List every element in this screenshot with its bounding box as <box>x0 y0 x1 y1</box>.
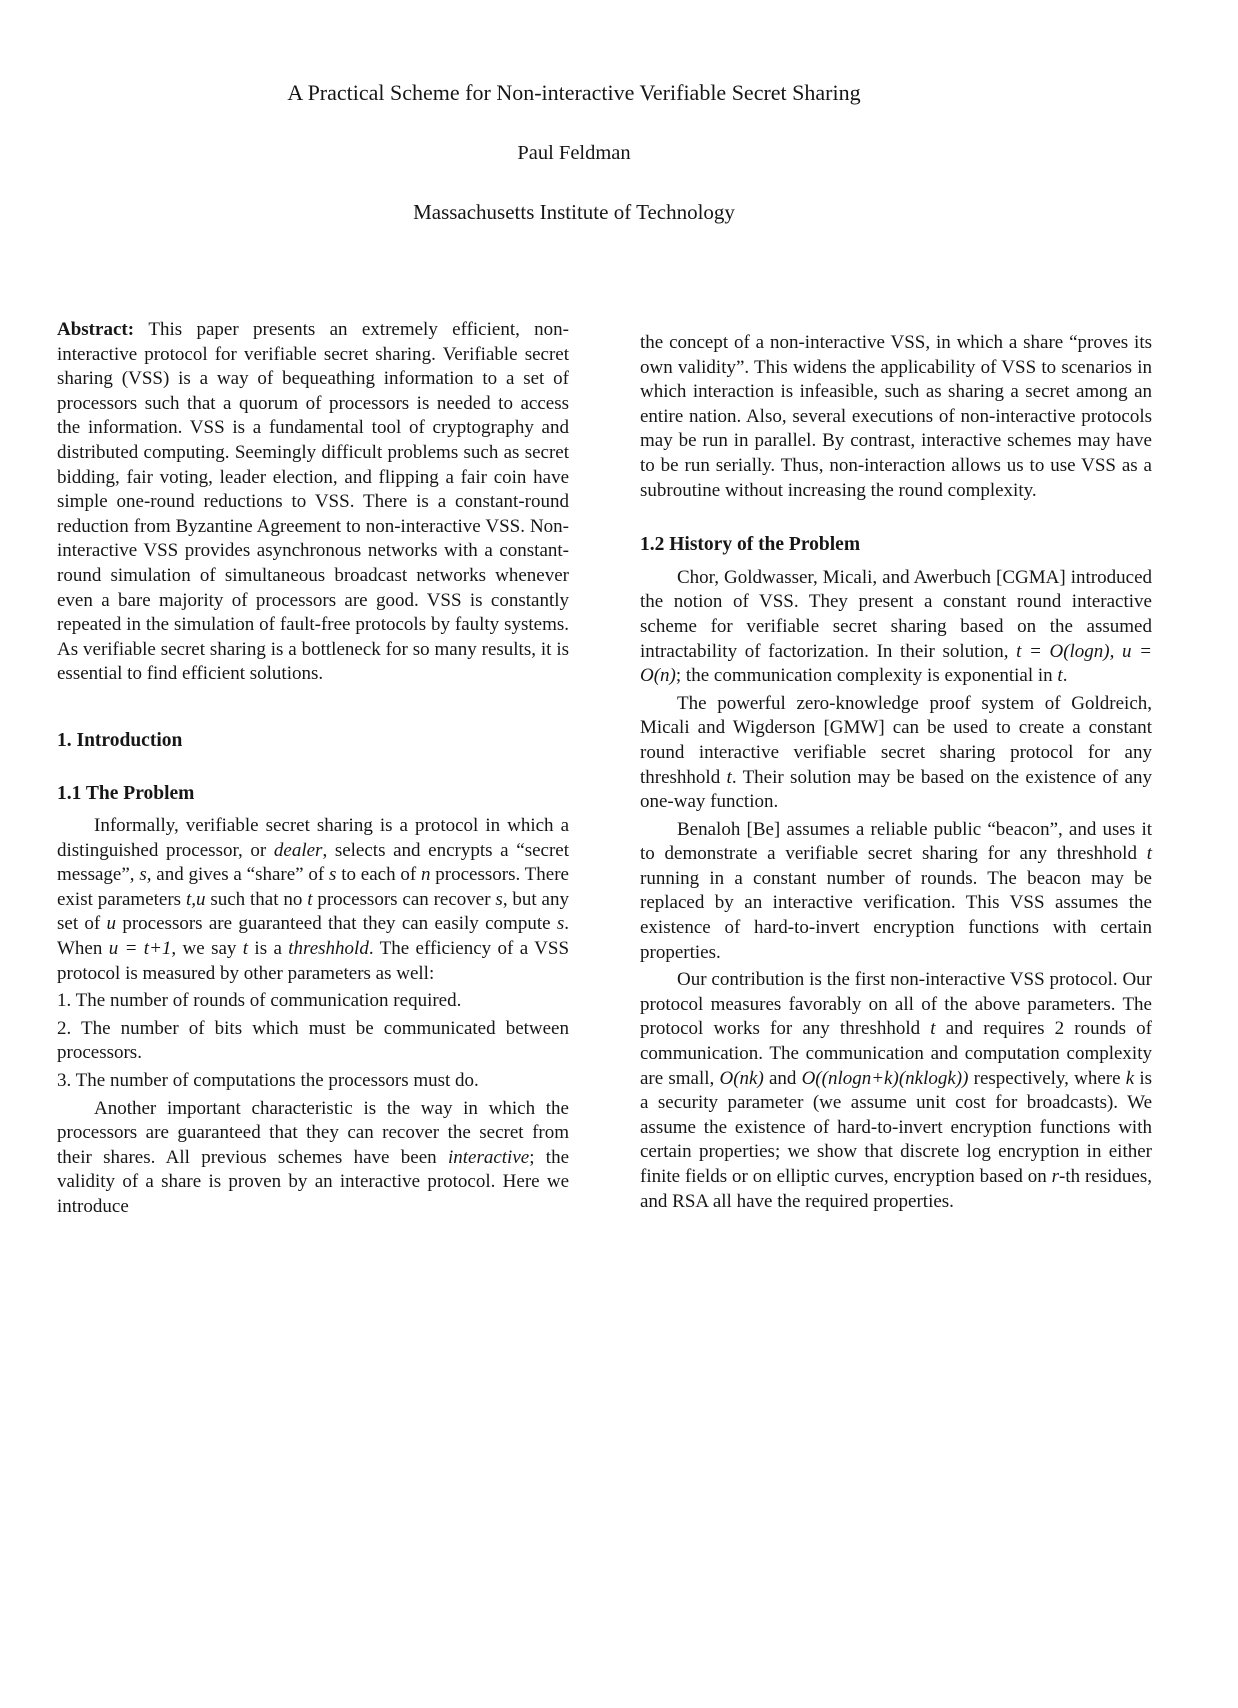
paper-author: Paul Feldman <box>517 142 631 164</box>
history-paragraph-1: Chor, Goldwasser, Micali, and Awerbuch [CGMA] introduced the notion of VSS. They present a constant round interactive scheme for verifiable secret sharing based on the assumed intractability of factorization. In their solution, t = O(logn), u = O(n); the communication complexity is exponential in t. <box>640 566 1152 687</box>
left-column <box>57 318 569 1220</box>
section-1-2-heading: 1.2 History of the Problem <box>640 534 861 556</box>
problem-paragraph-2: Another important characteristic is the way in which the processors are guaranteed that they can recover the secret from their shares. All previous schemes have been interactive; the validity of a share is proven by an interactive protocol. Here we introduce <box>57 1097 569 1217</box>
history-paragraph-2: The powerful zero-knowledge proof system of Goldreich, Micali and Wigderson [GMW] can be used to create a constant round interactive verifiable secret sharing protocol for any threshhold t. Their solution may be based on the existence of any one-way function. <box>640 692 1152 813</box>
problem-paragraph-1: Informally, verifiable secret sharing is a protocol in which a distinguished processor, or dealer, selects and encrypts a “secret message”, s, and gives a “share” of s to each of n processors. There exist parameters t,u such that no t processors can recover s, but any set of u processors are guaranteed that they can easily compute s. When u = t+1, we say t is a threshhold. The efficiency of a VSS protocol is measured by other parameters as well: <box>57 815 570 984</box>
history-paragraph-3: Benaloh [Be] assumes a reliable public “beacon”, and uses it to demonstrate a verifiable secret sharing for any threshhold t running in a constant number of rounds. The beacon may be replaced by an interactive verification. This VSS assumes the existence of hard-to-invert encryption functions with certain properties. <box>640 818 1152 963</box>
continuation-paragraph: the concept of a non-interactive VSS, in which a share “proves its own validity”. This widens the applicability of VSS to scenarios in which interaction is infeasible, such as sharing a secret among an entire nation. Also, several executions of non-interactive protocols may be run in parallel. By contrast, interactive schemes may have to be run serially. Thus, non-interaction allows us to use VSS as a subroutine without increasing the round complexity. <box>640 332 1152 501</box>
right-column <box>640 331 1152 1214</box>
criteria-item-3: 3. The number of computations the processors must do. <box>57 1070 479 1092</box>
history-paragraph-4: Our contribution is the first non-interactive VSS protocol. Our protocol measures favorably on all of the above parameters. The protocol works for any threshhold t and requires 2 rounds of communication. The communication and computation complexity are small, O(nk) and O((nlogn+k)(nklogk)) respectively, where k is a security parameter (we assume unit cost for broadcasts). We assume the existence of hard-to-invert encryption functions with certain properties; we show that discrete log encryption in either finite fields or on elliptic curves, encryption based on r-th residues, and RSA all have the required properties. <box>640 969 1152 1212</box>
abstract-paragraph: Abstract: This paper presents an extremely efficient, non-interactive protocol for verifiable secret sharing. Verifiable secret sharing (VSS) is a way of bequeathing information to a set of processors such that a quorum of processors is needed to access the information. VSS is a fundamental tool of cryptography and distributed computing. Seemingly difficult problems such as secret bidding, fair voting, leader election, and flipping a fair coin have simple one-round reductions to VSS. There is a constant-round reduction from Byzantine Agreement to non-interactive VSS. Non-interactive VSS provides asynchronous networks with a constant-round simulation of simultaneous broadcast networks whenever even a bare majority of processors are good. VSS is constantly repeated in the simulation of fault-free protocols by faulty systems. As verifiable secret sharing is a bottleneck for so many results, it is essential to find efficient solutions. <box>57 319 570 685</box>
paper-affiliation: Massachusetts Institute of Technology <box>413 200 735 224</box>
paper-title: A Practical Scheme for Non-interactive Verifiable Secret Sharing <box>287 80 861 105</box>
criteria-item-1: 1. The number of rounds of communication required. <box>57 990 462 1012</box>
criteria-item-2: 2. The number of bits which must be communicated between processors. <box>57 1017 569 1064</box>
section-1-heading: 1. Introduction <box>57 729 183 751</box>
section-1-1-heading: 1.1 The Problem <box>57 782 195 804</box>
